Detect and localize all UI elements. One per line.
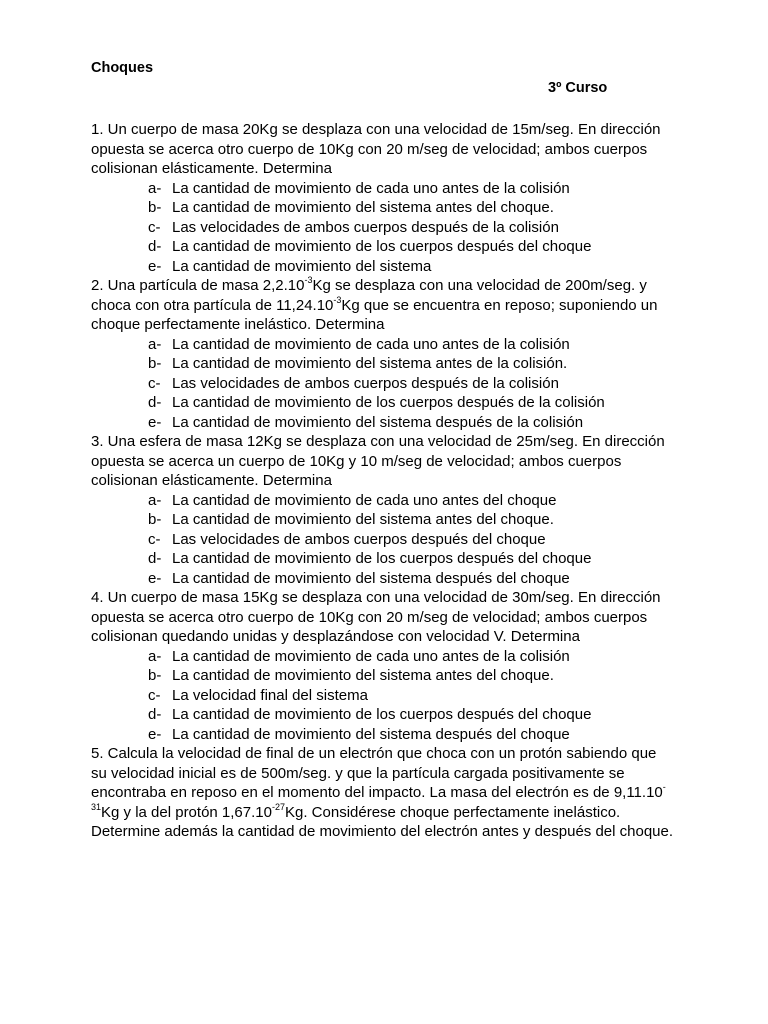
item-letter: a- <box>148 647 162 665</box>
item-text: La cantidad de movimiento de cada uno antes de la colisión <box>172 647 570 665</box>
item-letter: c- <box>148 686 161 704</box>
problem-statement: 1. Un cuerpo de masa 20Kg se desplaza con una velocidad de 15m/seg. En dirección opuesta se acerca otro cuerpo de 10Kg con 20 m/seg de velocidad; ambos cuerpos colisionan elásticamente. Determina <box>91 121 661 177</box>
item-letter: e- <box>148 725 162 743</box>
problem-statement: 4. Un cuerpo de masa 15Kg se desplaza con una velocidad de 30m/seg. En dirección opuesta se acerca otro cuerpo de 10Kg con 20 m/seg de velocidad; ambos cuerpos colisionan quedando unidas y desplazándose con velocidad V. Determina <box>91 589 661 645</box>
item-letter: b- <box>148 199 162 216</box>
item-letter: d- <box>148 550 162 567</box>
item-text: La cantidad de movimiento del sistema después de la colisión <box>172 413 584 431</box>
item-text: La cantidad de movimiento del sistema antes del choque. <box>172 667 554 684</box>
question-item <box>91 374 676 394</box>
item-text: Las velocidades de ambos cuerpos después de la colisión <box>172 218 559 236</box>
problem-3 <box>91 432 676 588</box>
item-letter: d- <box>148 706 162 723</box>
item-text: La cantidad de movimiento del sistema antes de la colisión. <box>172 355 568 372</box>
item-text: La velocidad final del sistema <box>172 686 368 704</box>
item-letter: a- <box>148 335 162 353</box>
item-text: Las velocidades de ambos cuerpos después del choque <box>172 530 546 548</box>
item-text: La cantidad de movimiento del sistema antes del choque. <box>172 199 554 216</box>
question-list <box>91 335 676 433</box>
question-item <box>91 413 676 433</box>
item-letter: a- <box>148 491 162 509</box>
item-text: La cantidad de movimiento de cada uno antes de la colisión <box>172 335 570 353</box>
item-text: La cantidad de movimiento de los cuerpos después de la colisión <box>172 394 605 411</box>
question-item <box>91 725 676 745</box>
question-item <box>91 198 676 218</box>
problem-list <box>91 120 676 842</box>
question-item <box>91 510 676 530</box>
item-text: La cantidad de movimiento de los cuerpos después del choque <box>172 550 592 567</box>
exponent: -3 <box>333 294 342 305</box>
problem-statement: 3. Una esfera de masa 12Kg se desplaza con una velocidad de 25m/seg. En dirección opuesta se acerca un cuerpo de 10Kg y 10 m/seg de velocidad; ambos cuerpos colisionan elásticamente. Determina <box>91 433 665 489</box>
question-list <box>91 179 676 277</box>
item-text: La cantidad de movimiento de cada uno antes del choque <box>172 491 557 509</box>
question-item <box>91 647 676 667</box>
question-list <box>91 647 676 745</box>
question-item <box>91 257 676 277</box>
question-item <box>91 549 676 569</box>
item-text: Las velocidades de ambos cuerpos después de la colisión <box>172 374 559 392</box>
item-text: La cantidad de movimiento de los cuerpos después del choque <box>172 706 592 723</box>
item-letter: c- <box>148 530 161 548</box>
question-item <box>91 393 676 413</box>
item-text: La cantidad de movimiento del sistema después del choque <box>172 725 570 743</box>
question-item <box>91 705 676 725</box>
exponent: -31 <box>91 782 666 812</box>
exponent: -3 <box>304 275 313 285</box>
problem-statement: 2. Una partícula de masa $2,2.10^{-3}Kg$ se desplaza con una velocidad de 200m/seg. y choca con otra partícula de $11,24.10^{-3}Kg$ que se encuentra en reposo; suponiendo un choque perfectamente inelástico. Determina <box>91 275 658 333</box>
question-item <box>91 491 676 511</box>
item-letter: c- <box>148 374 161 392</box>
item-letter: e- <box>148 257 162 275</box>
question-item <box>91 354 676 374</box>
question-item <box>91 237 676 257</box>
question-item <box>91 218 676 238</box>
item-letter: e- <box>148 569 162 587</box>
exponent: -27 <box>271 801 285 812</box>
item-letter: a- <box>148 179 162 197</box>
item-text: La cantidad de movimiento de los cuerpos después del choque <box>172 238 592 255</box>
question-item <box>91 666 676 686</box>
problem-5 <box>91 744 676 842</box>
item-letter: c- <box>148 218 161 236</box>
problem-4 <box>91 588 676 744</box>
item-text: La cantidad de movimiento del sistema después del choque <box>172 569 570 587</box>
item-text: La cantidad de movimiento del sistema antes del choque. <box>172 511 554 528</box>
question-item <box>91 179 676 199</box>
question-item <box>91 569 676 589</box>
item-text: La cantidad de movimiento del sistema <box>172 257 432 275</box>
item-letter: b- <box>148 667 162 684</box>
item-letter: b- <box>148 511 162 528</box>
question-list <box>91 491 676 589</box>
document-title: Choques <box>91 60 154 76</box>
problem-1 <box>91 120 676 276</box>
item-letter: e- <box>148 413 162 431</box>
item-text: La cantidad de movimiento de cada uno antes de la colisión <box>172 179 570 197</box>
item-letter: d- <box>148 238 162 255</box>
question-item <box>91 686 676 706</box>
course-label: 3º Curso <box>548 80 608 96</box>
item-letter: d- <box>148 394 162 411</box>
problem-2 <box>91 276 676 432</box>
problem-statement: 5. Calcula la velocidad de final de un electrón que choca con un protón sabiendo que su velocidad inicial es de 500m/seg. y que la partícula cargada positivamente se encontraba en reposo en el momento del impacto. La masa del electrón es de $9,11.10^{-31}Kg$ y la del protón $1,67.10^{-27}Kg$. Considérese choque perfectamente inelástico. Determine además la cantidad de movimiento del electrón antes y después del choque. <box>91 745 674 840</box>
question-item <box>91 530 676 550</box>
item-letter: b- <box>148 355 162 372</box>
question-item <box>91 335 676 355</box>
